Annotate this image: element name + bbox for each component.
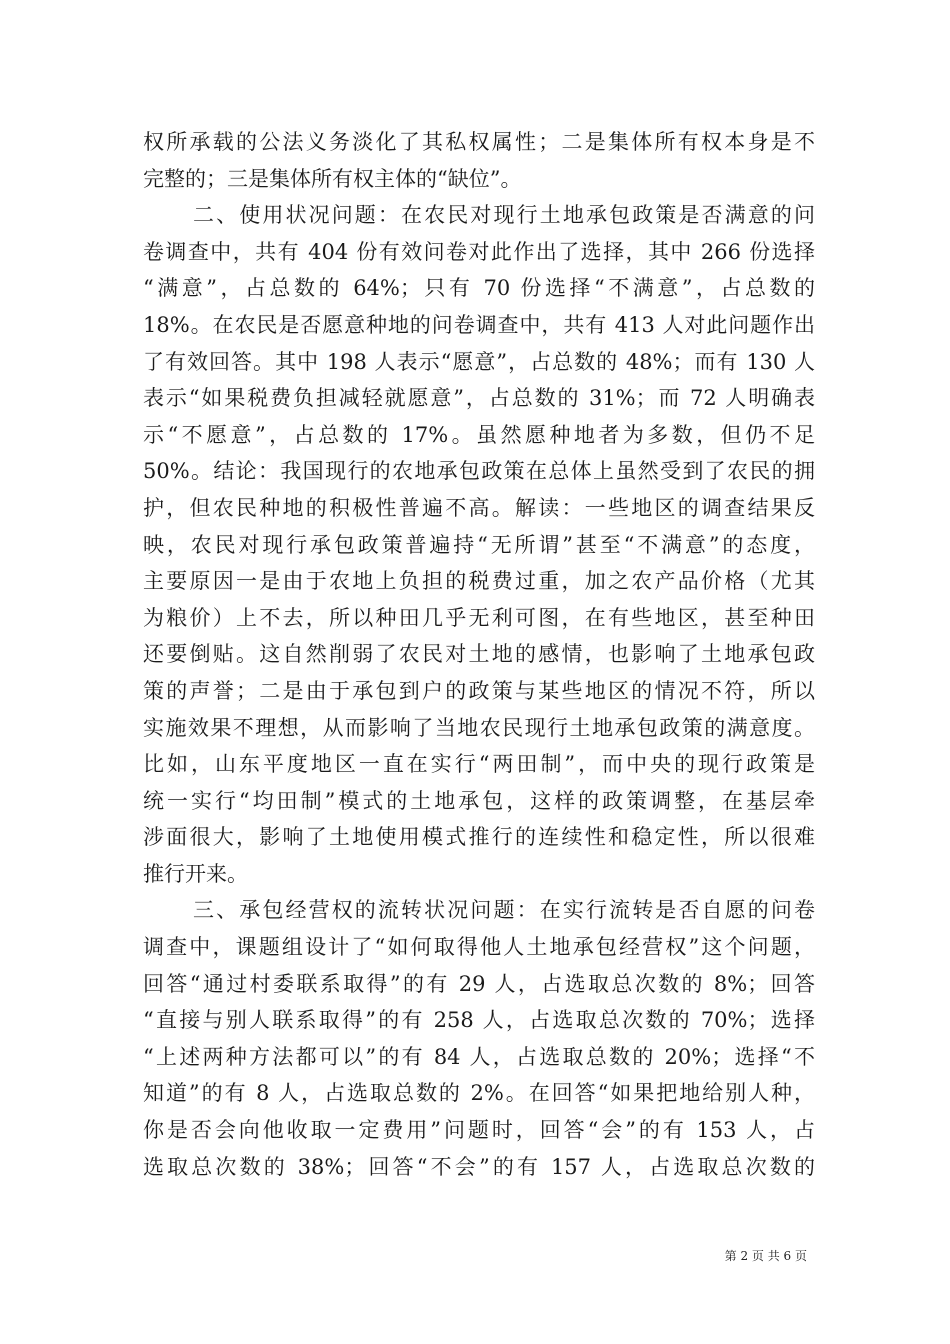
text-line: 比如，山东平度地区一直在实行“两田制”，而中央的现行政策是 (143, 752, 815, 777)
text-line: 了有效回答。其中 198 人表示“愿意”，占总数的 48%；而有 130 人 (143, 349, 815, 374)
text-line: 推行开来。 (143, 861, 248, 886)
text-line: 涉面很大，影响了土地使用模式推行的连续性和稳定性，所以很难 (143, 825, 815, 850)
paragraph-start-line: 二、使用状况问题：在农民对现行土地承包政策是否满意的问 (193, 203, 815, 228)
body-text (143, 124, 815, 1185)
text-line: 示“不愿意”，占总数的 17%。虽然愿种地者为多数，但仍不足 (143, 422, 815, 447)
text-line: 统一实行“均田制”模式的土地承包，这样的政策调整，在基层牵 (143, 788, 815, 813)
text-line: 策的声誉；二是由于承包到户的政策与某些地区的情况不符，所以 (143, 678, 815, 703)
page-number: 第 2 页 共 6 页 (724, 1249, 807, 1263)
text-line: 知道”的有 8 人，占选取总数的 2%。在回答“如果把地给别人种， (143, 1081, 815, 1106)
text-line: 护，但农民种地的积极性普遍不高。解读：一些地区的调查结果反 (143, 495, 815, 520)
text-line: 为粮价）上不去，所以种田几乎无利可图，在有些地区，甚至种田 (143, 605, 815, 630)
text-line: 调查中，课题组设计了“如何取得他人土地承包经营权”这个问题， (143, 935, 815, 960)
paragraph-start-line: 三、承包经营权的流转状况问题：在实行流转是否自愿的问卷 (193, 898, 815, 923)
text-line: 50%。结论：我国现行的农地承包政策在总体上虽然受到了农民的拥 (143, 459, 815, 484)
text-line: “直接与别人联系取得”的有 258 人，占选取总次数的 70%；选择 (143, 1008, 815, 1033)
text-line: 还要倒贴。这自然削弱了农民对土地的感情，也影响了土地承包政 (143, 642, 815, 667)
text-line: 映，农民对现行承包政策普遍持“无所谓”甚至“不满意”的态度， (143, 532, 815, 557)
text-line: 权所承载的公法义务淡化了其私权属性；二是集体所有权本身是不 (143, 130, 815, 154)
text-line: 卷调查中，共有 404 份有效问卷对此作出了选择，其中 266 份选择 (143, 239, 815, 264)
text-line: “上述两种方法都可以”的有 84 人，占选取总数的 20%；选择“不 (143, 1044, 815, 1069)
text-line: 选取总次数的 38%；回答“不会”的有 157 人，占选取总次数的 (143, 1154, 815, 1179)
text-line: 18%。在农民是否愿意种地的问卷调查中，共有 413 人对此问题作出 (143, 312, 815, 337)
text-line: 回答“通过村委联系取得”的有 29 人，占选取总次数的 8%；回答 (143, 971, 815, 996)
text-line: 完整的；三是集体所有权主体的“缺位”。 (143, 166, 522, 191)
text-line: 实施效果不理想，从而影响了当地农民现行土地承包政策的满意度。 (143, 715, 815, 740)
text-line: “满意”，占总数的 64%；只有 70 份选择“不满意”，占总数的 (143, 276, 815, 301)
text-line: 表示“如果税费负担减轻就愿意”，占总数的 31%；而 72 人明确表 (143, 386, 815, 411)
text-line: 主要原因一是由于农地上负担的税费过重，加之农产品价格（尤其 (143, 569, 815, 594)
text-line: 你是否会向他收取一定费用”问题时，回答“会”的有 153 人，占 (143, 1118, 815, 1143)
